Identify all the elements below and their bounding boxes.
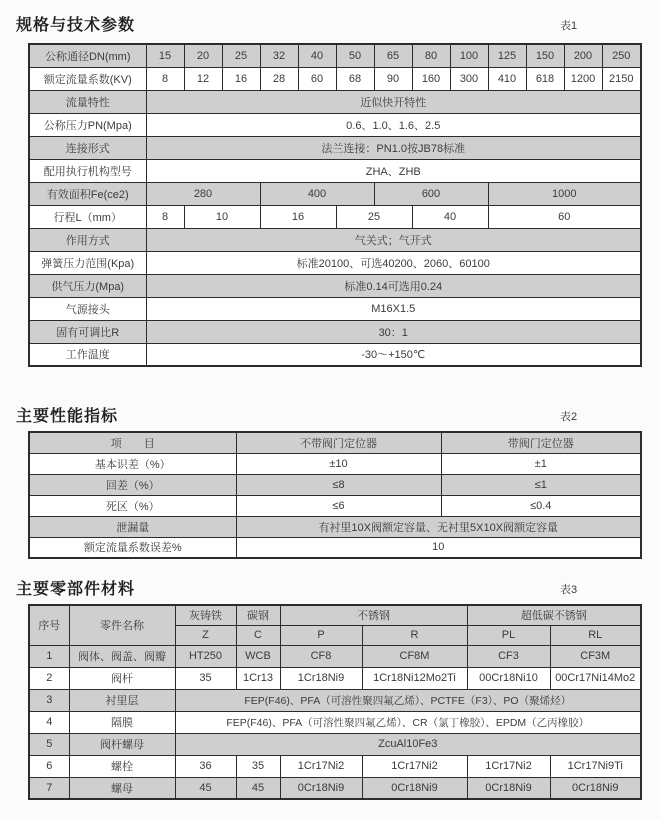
table-cell: 16 — [260, 205, 336, 228]
section-title-performance: 主要性能指标 — [16, 408, 119, 425]
table-cell: 1Cr17Ni9Ti — [550, 755, 641, 777]
table-cell: 1Cr17Ni2 — [467, 755, 550, 777]
table-row — [29, 320, 641, 343]
table-cell: 0Cr18Ni9 — [467, 777, 550, 799]
table-cell: 90 — [374, 67, 412, 90]
table-cell: CF3M — [550, 645, 641, 667]
table-cell: 1Cr17Ni2 — [280, 755, 362, 777]
table-cell: 近似快开特性 — [146, 90, 641, 113]
table-cell: CF8M — [362, 645, 467, 667]
performance-table — [28, 431, 642, 559]
table-cell: 有效面积Fe(ce2) — [29, 182, 146, 205]
table-cell: 400 — [260, 182, 374, 205]
table-cell: 螺栓 — [69, 755, 175, 777]
table-cell: 300 — [450, 67, 488, 90]
table-cell: 50 — [336, 44, 374, 67]
table-cell: 不带阀门定位器 — [236, 432, 441, 453]
table-row — [29, 228, 641, 251]
table-cell: 额定流量系数误差% — [29, 537, 236, 558]
table-cell: 0Cr18Ni9 — [362, 777, 467, 799]
table-cell: 32 — [260, 44, 298, 67]
header-cell: 不锈钢 — [280, 605, 467, 625]
table-cell: 弹簧压力范围(Kpa) — [29, 251, 146, 274]
table-row — [29, 343, 641, 366]
table-cell: FEP(F46)、PFA（可溶性聚四氟乙烯）、PCTFE（F3）、PO（聚烯烃） — [175, 689, 641, 711]
table-cell: 45 — [236, 777, 280, 799]
table-cell: 80 — [412, 44, 450, 67]
header-cell: R — [362, 625, 467, 645]
table-cell: 公称通径DN(mm) — [29, 44, 146, 67]
table-cell: 280 — [146, 182, 260, 205]
table-cell: 125 — [488, 44, 526, 67]
table-cell: 40 — [412, 205, 488, 228]
table-row — [29, 113, 641, 136]
table-cell: 法兰连接：PN1.0按JB78标准 — [146, 136, 641, 159]
table-row — [29, 67, 641, 90]
table-cell: 8 — [146, 67, 184, 90]
header-cell: 零件名称 — [69, 605, 175, 645]
table-row — [29, 90, 641, 113]
table-cell: 6 — [29, 755, 69, 777]
table-cell: ZHA、ZHB — [146, 159, 641, 182]
section-title-specs: 规格与技术参数 — [16, 17, 136, 34]
table-cell: CF8 — [280, 645, 362, 667]
table-cell: 额定流量系数(KV) — [29, 67, 146, 90]
table-cell: 2 — [29, 667, 69, 689]
table-cell: 00Cr18Ni10 — [467, 667, 550, 689]
table-cell: ≤0.4 — [441, 495, 641, 516]
table-cell: 阀杆螺母 — [69, 733, 175, 755]
table-cell: 死区（%） — [29, 495, 236, 516]
table-cell: 25 — [336, 205, 412, 228]
table-row — [29, 251, 641, 274]
table-row — [29, 777, 641, 799]
table-cell: 12 — [184, 67, 222, 90]
table-row — [29, 495, 641, 516]
header-cell: RL — [550, 625, 641, 645]
table-cell: 带阀门定位器 — [441, 432, 641, 453]
table-cell: 65 — [374, 44, 412, 67]
table-row — [29, 689, 641, 711]
table-cell: M16X1.5 — [146, 297, 641, 320]
table-cell: 30：1 — [146, 320, 641, 343]
table-cell: -30～+150℃ — [146, 343, 641, 366]
table-row — [29, 711, 641, 733]
table-cell: 2150 — [602, 67, 641, 90]
table-cell: 螺母 — [69, 777, 175, 799]
table-row — [29, 453, 641, 474]
table-cell: 流量特性 — [29, 90, 146, 113]
header-cell: 碳钢 — [236, 605, 280, 625]
table-row — [29, 755, 641, 777]
table-header-row — [29, 605, 641, 625]
table-cell: 150 — [526, 44, 564, 67]
header-cell: P — [280, 625, 362, 645]
table3-label: 表3 — [560, 584, 578, 596]
table-cell: ZcuAl10Fe3 — [175, 733, 641, 755]
table-cell: 配用执行机构型号 — [29, 159, 146, 182]
table-cell: 60 — [488, 205, 641, 228]
table-cell: 10 — [236, 537, 641, 558]
table-cell: 200 — [564, 44, 602, 67]
table-cell: 标准20100、可选40200、2060、60100 — [146, 251, 641, 274]
table-cell: ≤6 — [236, 495, 441, 516]
table-cell: 410 — [488, 67, 526, 90]
table2-label: 表2 — [560, 411, 578, 423]
table-row — [29, 274, 641, 297]
table-cell: 1Cr17Ni2 — [362, 755, 467, 777]
table-cell: 5 — [29, 733, 69, 755]
table-cell: 回差（%） — [29, 474, 236, 495]
table-cell: 隔膜 — [69, 711, 175, 733]
table-cell: ±1 — [441, 453, 641, 474]
table-row — [29, 432, 641, 453]
table-cell: 工作温度 — [29, 343, 146, 366]
table-cell: 1 — [29, 645, 69, 667]
table-row — [29, 205, 641, 228]
table-cell: 阀体、阀盖、阀瓣 — [69, 645, 175, 667]
table-cell: 16 — [222, 67, 260, 90]
table-cell: 35 — [175, 667, 236, 689]
table-cell: 行程L（mm） — [29, 205, 146, 228]
table-cell: 36 — [175, 755, 236, 777]
table-cell: 连接形式 — [29, 136, 146, 159]
table-cell: 衬里层 — [69, 689, 175, 711]
table-cell: CF3 — [467, 645, 550, 667]
table-cell: 有衬里10X阀额定容量、无衬里5X10X阀额定容量 — [236, 516, 641, 537]
table-cell: 45 — [175, 777, 236, 799]
table-cell: 供气压力(Mpa) — [29, 274, 146, 297]
table-cell: 气源接头 — [29, 297, 146, 320]
table-row — [29, 733, 641, 755]
table-cell: 1000 — [488, 182, 641, 205]
header-cell: C — [236, 625, 280, 645]
table-row — [29, 474, 641, 495]
table-cell: 618 — [526, 67, 564, 90]
materials-table — [28, 604, 642, 800]
table-cell: 0Cr18Ni9 — [280, 777, 362, 799]
table-cell: 项 目 — [29, 432, 236, 453]
table-cell: 固有可调比R — [29, 320, 146, 343]
header-cell: 超低碳不锈钢 — [467, 605, 641, 625]
section-title-materials: 主要零部件材料 — [16, 581, 136, 598]
table-cell: 公称压力PN(Mpa) — [29, 113, 146, 136]
table-cell: 68 — [336, 67, 374, 90]
header-cell: Z — [175, 625, 236, 645]
table-cell: 250 — [602, 44, 641, 67]
table-row — [29, 537, 641, 558]
table-cell: 0Cr18Ni9 — [550, 777, 641, 799]
header-cell: PL — [467, 625, 550, 645]
table-row — [29, 136, 641, 159]
table-cell: 1Cr13 — [236, 667, 280, 689]
table-cell: 20 — [184, 44, 222, 67]
table-row — [29, 667, 641, 689]
table-cell: 25 — [222, 44, 260, 67]
table-cell: 7 — [29, 777, 69, 799]
table-cell: ±10 — [236, 453, 441, 474]
table-cell: 标准0.14可选用0.24 — [146, 274, 641, 297]
table-row — [29, 645, 641, 667]
table-cell: 3 — [29, 689, 69, 711]
table-cell: 作用方式 — [29, 228, 146, 251]
table-cell: FEP(F46)、PFA（可溶性聚四氟乙烯）、CR（氯丁橡胶）、EPDM（乙丙橡胶） — [175, 711, 641, 733]
table-cell: 35 — [236, 755, 280, 777]
table-cell: WCB — [236, 645, 280, 667]
specs-table — [28, 43, 642, 367]
table-cell: 40 — [298, 44, 336, 67]
header-cell: 序号 — [29, 605, 69, 645]
table-cell: 8 — [146, 205, 184, 228]
table-cell: 28 — [260, 67, 298, 90]
table-cell: 1200 — [564, 67, 602, 90]
table-cell: ≤8 — [236, 474, 441, 495]
table-row — [29, 516, 641, 537]
table-cell: 4 — [29, 711, 69, 733]
table-row — [29, 159, 641, 182]
table-row — [29, 297, 641, 320]
table-cell: ≤1 — [441, 474, 641, 495]
table-cell: 1Cr18Ni9 — [280, 667, 362, 689]
table-row — [29, 44, 641, 67]
table1-label: 表1 — [560, 20, 578, 32]
table-cell: 10 — [184, 205, 260, 228]
table-cell: 60 — [298, 67, 336, 90]
table-cell: 气关式；气开式 — [146, 228, 641, 251]
table-cell: 1Cr18Ni12Mo2Ti — [362, 667, 467, 689]
table-cell: 阀杆 — [69, 667, 175, 689]
table-cell: 00Cr17Ni14Mo2 — [550, 667, 641, 689]
table-cell: HT250 — [175, 645, 236, 667]
header-cell: 灰铸铁 — [175, 605, 236, 625]
table-cell: 600 — [374, 182, 488, 205]
table-cell: 基本识差（%） — [29, 453, 236, 474]
table-row — [29, 182, 641, 205]
table-cell: 0.6、1.0、1.6、2.5 — [146, 113, 641, 136]
table-cell: 160 — [412, 67, 450, 90]
table-cell: 100 — [450, 44, 488, 67]
table-cell: 泄漏量 — [29, 516, 236, 537]
table-cell: 15 — [146, 44, 184, 67]
